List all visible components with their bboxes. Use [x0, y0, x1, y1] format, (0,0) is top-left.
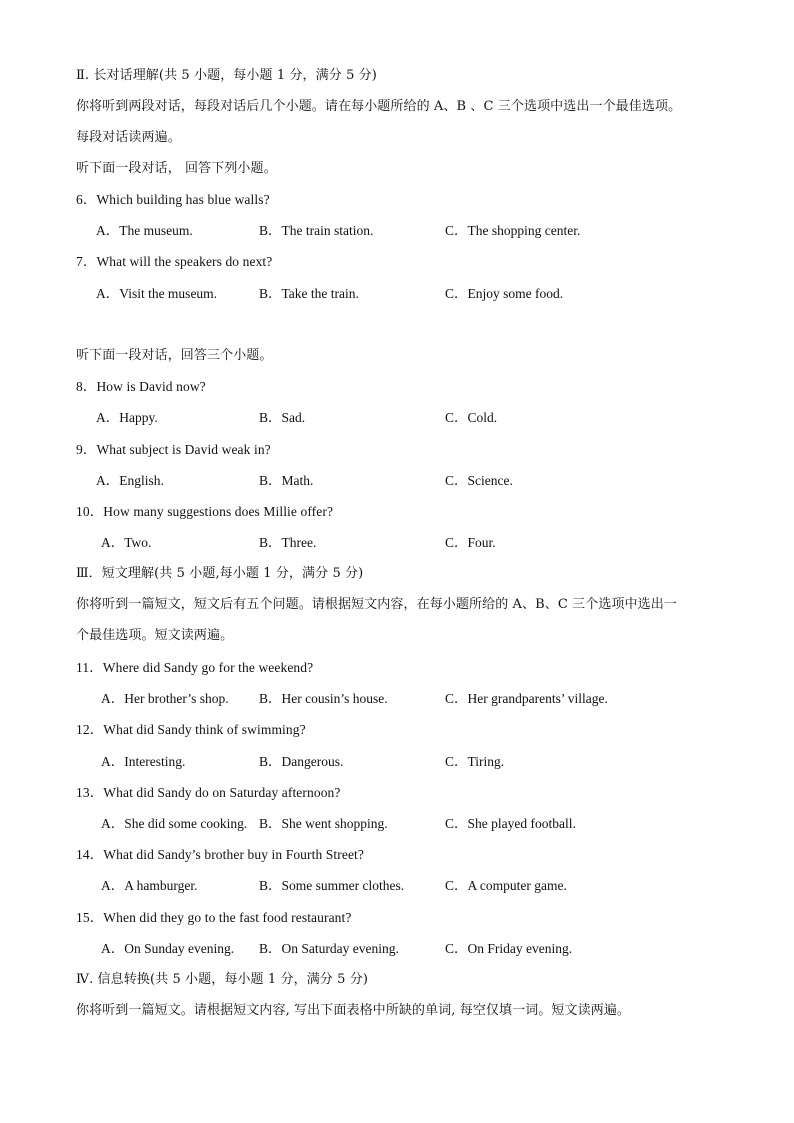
- question-7-option-c[interactable]: C．Enjoy some food.: [445, 286, 564, 301]
- question-11-option-a[interactable]: A．Her brother’s shop.: [101, 691, 229, 706]
- question-11: 11．Where did Sandy go for the weekend?: [76, 660, 314, 675]
- question-8: 8．How is David now?: [76, 379, 206, 394]
- question-10: 10．How many suggestions does Millie offer?: [76, 504, 334, 519]
- section-4-instruction: 你将听到一篇短文。请根据短文内容, 写出下面表格中所缺的单词, 每空仅填一词。短文读两遍。: [76, 1003, 631, 1018]
- question-9-option-c[interactable]: C．Science.: [445, 473, 513, 488]
- question-14-option-a[interactable]: A．A hamburger.: [101, 878, 198, 893]
- question-15-option-a[interactable]: A．On Sunday evening.: [101, 941, 235, 956]
- question-9-option-a[interactable]: A．English.: [96, 473, 164, 488]
- question-6-option-c[interactable]: C．The shopping center.: [445, 223, 581, 238]
- question-13: 13．What did Sandy do on Saturday afternoon?: [76, 785, 341, 800]
- question-10-option-a[interactable]: A．Two.: [101, 535, 152, 550]
- question-12-option-b[interactable]: B．Dangerous.: [259, 754, 344, 769]
- question-15: 15．When did they go to the fast food restaurant?: [76, 910, 352, 925]
- dialog-1-intro: 听下面一段对话， 回答下列小题。: [76, 161, 277, 176]
- question-14-option-b[interactable]: B．Some summer clothes.: [259, 878, 405, 893]
- section-2-heading: Ⅱ. 长对话理解(共 5 小题，每小题 1 分，满分 5 分): [76, 68, 377, 83]
- question-6-option-b[interactable]: B．The train station.: [259, 223, 374, 238]
- question-14: 14．What did Sandy’s brother buy in Fourth Street?: [76, 847, 364, 862]
- question-12-option-c[interactable]: C．Tiring.: [445, 754, 505, 769]
- question-7: 7．What will the speakers do next?: [76, 254, 273, 269]
- question-7-option-b[interactable]: B．Take the train.: [259, 286, 359, 301]
- section-4-heading: Ⅳ. 信息转换(共 5 小题，每小题 1 分，满分 5 分): [76, 972, 369, 987]
- question-10-option-c[interactable]: C．Four.: [445, 535, 496, 550]
- question-8-option-b[interactable]: B．Sad.: [259, 410, 306, 425]
- question-13-option-b[interactable]: B．She went shopping.: [259, 816, 388, 831]
- section-2-instruction: 你将听到两段对话，每段对话后几个小题。请在每小题所给的 A、B 、C 三个选项中选出一个最佳选项。: [76, 99, 682, 114]
- question-8-option-a[interactable]: A．Happy.: [96, 410, 158, 425]
- question-10-option-b[interactable]: B．Three.: [259, 535, 317, 550]
- question-9: 9．What subject is David weak in?: [76, 442, 271, 457]
- question-12: 12．What did Sandy think of swimming?: [76, 722, 306, 737]
- section-3-instruction: 你将听到一篇短文，短文后有五个问题。请根据短文内容，在每小题所给的 A、B、C 三个选项中选出一: [76, 597, 677, 612]
- question-14-option-c[interactable]: C．A computer game.: [445, 878, 567, 893]
- section-3-heading: Ⅲ．短文理解(共 5 小题,每小题 1 分，满分 5 分): [76, 566, 364, 581]
- question-6-option-a[interactable]: A．The museum.: [96, 223, 193, 238]
- question-15-option-c[interactable]: C．On Friday evening.: [445, 941, 573, 956]
- question-9-option-b[interactable]: B．Math.: [259, 473, 314, 488]
- question-15-option-b[interactable]: B．On Saturday evening.: [259, 941, 399, 956]
- section-3-instruction-cont: 个最佳选项。短文读两遍。: [76, 628, 234, 643]
- question-13-option-c[interactable]: C．She played football.: [445, 816, 576, 831]
- question-11-option-b[interactable]: B．Her cousin’s house.: [259, 691, 388, 706]
- question-13-option-a[interactable]: A．She did some cooking.: [101, 816, 248, 831]
- dialog-2-intro: 听下面一段对话，回答三个小题。: [76, 348, 273, 363]
- question-8-option-c[interactable]: C．Cold.: [445, 410, 498, 425]
- question-12-option-a[interactable]: A．Interesting.: [101, 754, 186, 769]
- question-7-option-a[interactable]: A．Visit the museum.: [96, 286, 218, 301]
- question-6: 6．Which building has blue walls?: [76, 192, 270, 207]
- question-11-option-c[interactable]: C．Her grandparents’ village.: [445, 691, 608, 706]
- section-2-instruction-cont: 每段对话读两遍。: [76, 130, 181, 145]
